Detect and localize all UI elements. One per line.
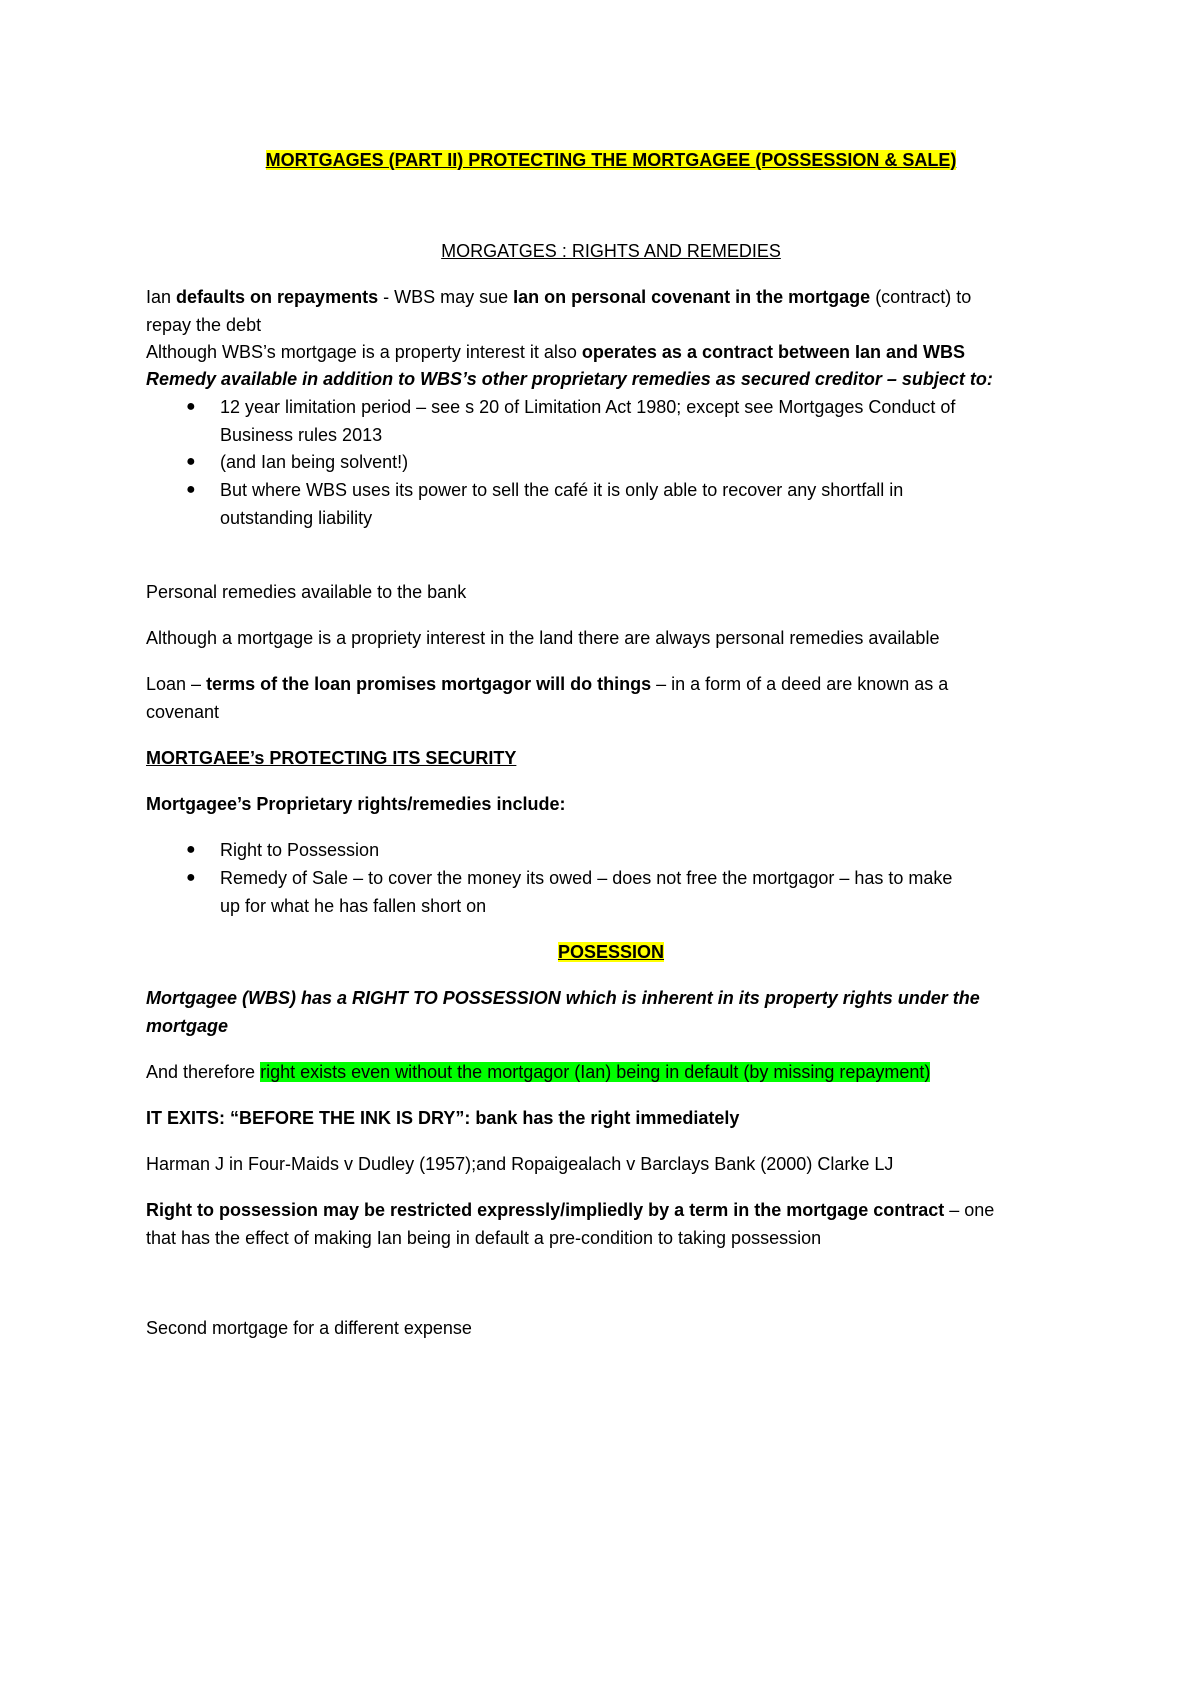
paragraph-right-to-possession: Mortgagee (WBS) has a RIGHT TO POSSESSION which is inherent in its property rights under the: [146, 988, 980, 1008]
bullet-icon: ●: [186, 841, 196, 858]
paragraph-loan-terms-cont: covenant: [146, 702, 220, 722]
document-page: MORTGAGES (PART II) PROTECTING THE MORTGAGEE (POSSESSION & SALE) MORGATGES : RIGHTS AND REMEDIES Ian defaults on repayments - WBS may sue Ian on personal covenant in the mortgage (contract) to repay the debt Although WBS’s mortgage is a property interest it also operates as a contract between Ian and WBS Remedy available in addition to WBS’s other proprietary remedies as secured creditor – subject to: ● 12 year limitation period – see s 20 of Limitation Act 1980; except see Mortgages Conduct of Business rules 2013 ● (and Ian being solvent!) ● But where WBS uses its power to sell the café it is only able to recover any shortfall in outstanding liability Personal remedies available to the bank Although a mortgage is a propriety interest in the land there are always personal remedies available Loan – terms of the loan promises mortgagor will do things – in a form of a deed are known as a covenant MORTGAEE’s PROTECTING ITS SECURITY Mortgagee’s Proprietary rights/remedies include: ● Right to Possession ● Remedy of Sale – to cover the money its owed – does not free the mortgagor – has to make up for what he has fallen short on POSESSION Mortgagee (WBS) has a RIGHT TO POSSESSION which is inherent in its property rights under the mortgage And therefore right exists even without the mortgagor (Ian) being in default (by missing repayment) IT EXITS: “BEFORE THE INK IS DRY”: bank has the right immediately Harman J in Four-Maids v Dudley (1957);and Ropaigealach v Barclays Bank (2000) Clarke LJ Right to possession may be restricted expressly/impliedly by a term in the mortgage contract – one that has the effect of making Ian being in default a pre-condition to taking possession Second mortgage for a different expense: [0, 0, 1200, 1698]
bullet-icon: ●: [186, 398, 196, 415]
paragraph-restricted-cont: that has the effect of making Ian being in default a pre-condition to taking possession: [146, 1228, 822, 1248]
paragraph-defaults-cont: repay the debt: [146, 315, 262, 335]
section-heading-possession: POSESSION: [557, 942, 665, 962]
paragraph-loan-terms: Loan – terms of the loan promises mortgagor will do things – in a form of a deed are known as a: [146, 674, 949, 694]
paragraph-defaults: Ian defaults on repayments - WBS may sue Ian on personal covenant in the mortgage (contract) to: [146, 287, 972, 307]
subheading-proprietary-rights: Mortgagee’s Proprietary rights/remedies include:: [146, 794, 566, 814]
paragraph-ink-dry: IT EXITS: “BEFORE THE INK IS DRY”: bank has the right immediately: [146, 1108, 740, 1128]
section-heading-rights-remedies: MORGATGES : RIGHTS AND REMEDIES: [441, 241, 781, 261]
paragraph-propriety-interest: Although a mortgage is a propriety interest in the land there are always personal remedies available: [146, 628, 940, 648]
paragraph-second-mortgage: Second mortgage for a different expense: [146, 1318, 472, 1338]
paragraph-restricted: Right to possession may be restricted expressly/impliedly by a term in the mortgage contract – one: [146, 1200, 995, 1220]
bullet-icon: ●: [186, 453, 196, 470]
bullet-icon: ●: [186, 869, 196, 886]
document-title: MORTGAGES (PART II) PROTECTING THE MORTGAGEE (POSSESSION & SALE): [265, 150, 957, 170]
paragraph-case-citations: Harman J in Four-Maids v Dudley (1957);and Ropaigealach v Barclays Bank (2000) Clarke LJ: [146, 1154, 894, 1174]
section-heading-protecting-security: MORTGAEE’s PROTECTING ITS SECURITY: [146, 748, 517, 768]
paragraph-right-to-possession-cont: mortgage: [146, 1016, 229, 1036]
paragraph-contract: Although WBS’s mortgage is a property interest it also operates as a contract between Ian and WBS: [146, 342, 965, 362]
paragraph-right-exists: And therefore right exists even without the mortgagor (Ian) being in default (by missing repayment): [146, 1062, 931, 1082]
highlighted-text: right exists even without the mortgagor (Ian) being in default (by missing repayment): [260, 1062, 931, 1082]
paragraph-personal-remedies: Personal remedies available to the bank: [146, 582, 467, 602]
bullet-icon: ●: [186, 481, 196, 498]
paragraph-remedy-available: Remedy available in addition to WBS’s other proprietary remedies as secured creditor – subject to:: [146, 369, 993, 389]
